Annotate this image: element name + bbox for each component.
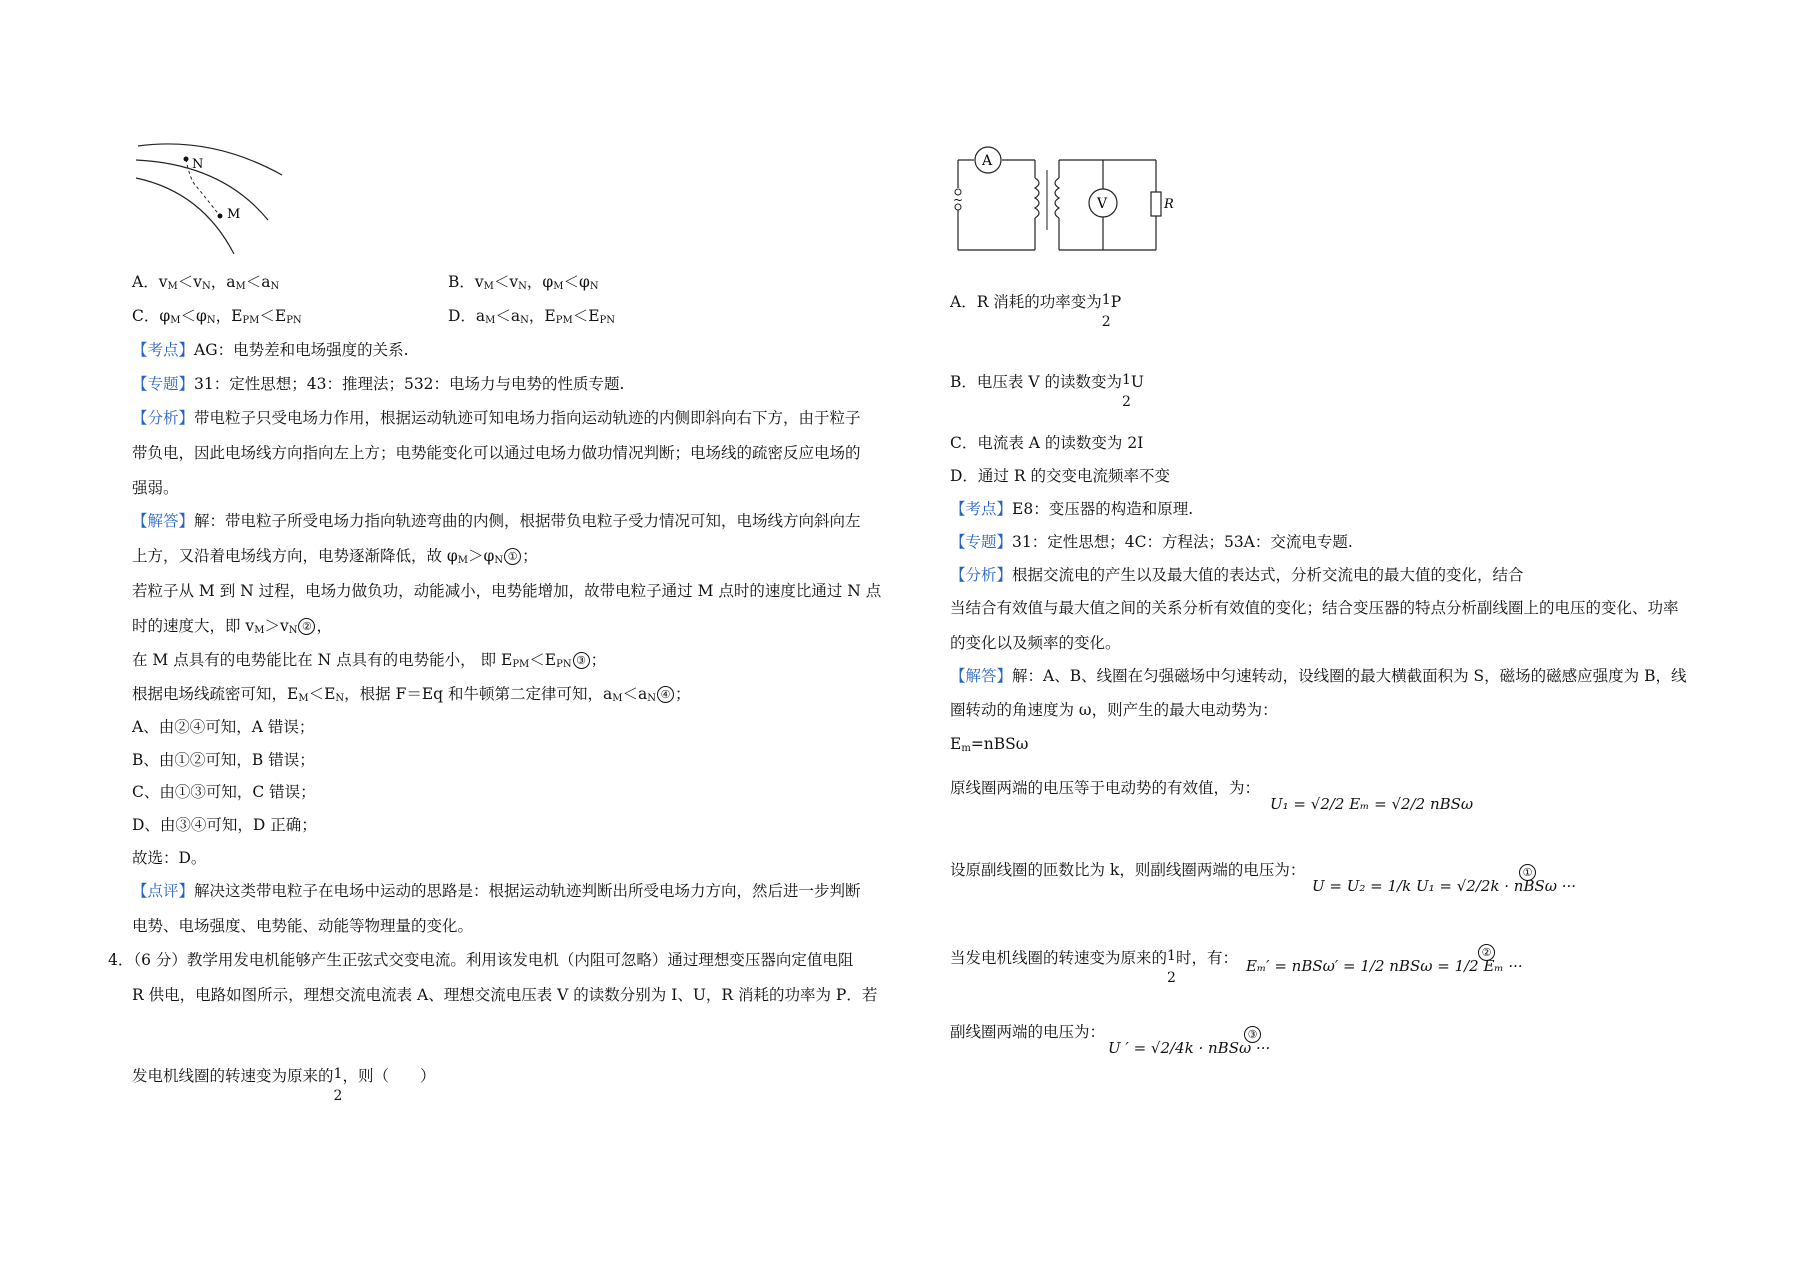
option-c: C．$\varphi_M<\varphi_N$，$E_{PM}<E_{PN}$ bbox=[132, 307, 302, 326]
jieda-line-9: C、由①③可知，C 错误； bbox=[132, 783, 316, 801]
voltmeter-label: V bbox=[1097, 196, 1108, 212]
jieda-tag: 【解答】 bbox=[132, 512, 195, 530]
option-d: D．$a_M<a_N$，$E_{PM}<E_{PN}$ bbox=[448, 307, 616, 326]
kaodian-line: 【考点】AG：电势差和电场强度的关系. bbox=[132, 341, 409, 359]
source-symbol: ~ bbox=[953, 193, 964, 207]
formula-u2-mark: ① bbox=[1518, 862, 1537, 882]
formula-u1: U₁ = √2/2 Eₘ = √2/2 nBSω bbox=[1270, 795, 1474, 813]
right-jieda-line-3: $E_m=nBS\omega$ bbox=[950, 735, 1029, 754]
right-kaodian-line: 【考点】E8：变压器的构造和原理. bbox=[950, 500, 1194, 518]
jieda-line-4: 时的速度大，即 $v_M>v_N$ ② ， bbox=[132, 617, 332, 636]
dianping-line-2: 电势、电场强度、电势能、动能等物理量的变化。 bbox=[132, 917, 474, 935]
right-jieda-line-7: 副线圈两端的电压为： bbox=[950, 1023, 1106, 1041]
right-option-a: A．R 消耗的功率变为 1 2 P bbox=[950, 292, 1122, 330]
ammeter-label: A bbox=[982, 153, 993, 169]
jieda-line-1: 【解答】解：带电粒子所受电场力指向轨迹弯曲的内侧，根据带负电粒子受力情况可知，电场线方向斜向左 bbox=[132, 512, 861, 530]
right-fenxi-line-2: 当结合有效值与最大值之间的关系分析有效值的变化；结合变压器的特点分析副线圈上的电压的变化、功率 bbox=[950, 599, 1679, 617]
jieda-line-8: B、由①②可知，B 错误； bbox=[132, 751, 315, 769]
jieda-line-3: 若粒子从 M 到 N 过程，电场力做负功，动能减小，电势能增加，故带电粒子通过 M 点时的速度比通过 N 点 bbox=[132, 582, 882, 600]
dianping-tag: 【点评】 bbox=[132, 882, 195, 900]
jieda-line-7: A、由②④可知，A 错误； bbox=[132, 718, 315, 736]
right-jieda-line-2: 圈转动的角速度为 ω，则产生的最大电动势为： bbox=[950, 701, 1278, 719]
zhuanti-tag: 【专题】 bbox=[132, 375, 195, 393]
right-fenxi-line-1: 【分析】根据交流电的产生以及最大值的表达式，分析交流电的最大值的变化，结合 bbox=[950, 566, 1524, 584]
right-jieda-line-1: 【解答】解：A、B、线圈在匀强磁场中匀速转动，设线圈的最大横截面积为 S，磁场的磁感应强度为 B，线 bbox=[950, 667, 1687, 685]
resistor-label: R bbox=[1164, 197, 1174, 212]
formula-u2: U = U₂ = 1/k U₁ = √2/2k · nBSω ··· bbox=[1312, 877, 1577, 895]
fraction-half: 1 2 bbox=[333, 1066, 343, 1104]
jieda-line-6: 根据电场线疏密可知，$E_M<E_N$，根据 F＝Eq 和牛顿第二定律可知，$a_M<a_N$ ④ ； bbox=[132, 685, 691, 704]
option-b: B．$v_M<v_N$，$\varphi_M<\varphi_N$ bbox=[448, 273, 599, 292]
formula-em-prime-mark: ② bbox=[1477, 942, 1496, 962]
right-jieda-line-4: 原线圈两端的电压等于电动势的有效值，为： bbox=[950, 779, 1261, 797]
jieda-line-11: 故选：D。 bbox=[132, 849, 207, 867]
right-option-d: D．通过 R 的交变电流频率不变 bbox=[950, 467, 1170, 485]
fenxi-tag: 【分析】 bbox=[132, 409, 195, 427]
q4-line-1: 4．（6 分）教学用发电机能够产生正弦式交变电流。利用该发电机（内阻可忽略）通过理想变压器向定值电阻 bbox=[108, 951, 854, 969]
fenxi-line-1: 【分析】带电粒子只受电场力作用，根据运动轨迹可知电场力指向运动轨迹的内侧即斜向右下方，由于粒子 bbox=[132, 409, 861, 427]
jieda-line-2: 上方，又沿着电场线方向，电势逐渐降低，故 $\varphi_M>\varphi_N$ ① ； bbox=[132, 547, 538, 566]
jieda-line-10: D、由③④可知，D 正确； bbox=[132, 816, 317, 834]
point-m-label: M bbox=[227, 207, 241, 222]
jieda-line-5: 在 M 点具有的电势能比在 N 点具有的电势能小， 即 $E_{PM}<E_{PN}$ ③ ； bbox=[132, 651, 607, 670]
formula-u-prime-mark: ③ bbox=[1243, 1024, 1262, 1044]
right-fenxi-line-3: 的变化以及频率的变化。 bbox=[950, 634, 1121, 652]
fenxi-line-3: 强弱。 bbox=[132, 479, 179, 497]
fenxi-line-2: 带负电，因此电场线方向指向左上方；电势能变化可以通过电场力做功情况判断；电场线的疏密反应电场的 bbox=[132, 444, 861, 462]
formula-u-prime: U ′ = √2/4k · nBSω ··· bbox=[1108, 1039, 1271, 1057]
circuit-diagram bbox=[950, 146, 1180, 256]
kaodian-tag: 【考点】 bbox=[132, 341, 195, 359]
right-option-c: C．电流表 A 的读数变为 2I bbox=[950, 434, 1144, 452]
q4-line-2: R 供电，电路如图所示，理想交流电流表 A、理想交流电压表 V 的读数分别为 I、U，R 消耗的功率为 P．若 bbox=[132, 986, 878, 1004]
right-option-b: B．电压表 V 的读数变为 1 2 U bbox=[950, 372, 1144, 410]
right-jieda-line-5: 设原副线圈的匝数比为 k，则副线圈两端的电压为： bbox=[950, 861, 1306, 879]
formula-em-prime: Eₘ′ = nBSω′ = 1/2 nBSω = 1/2 Eₘ ··· bbox=[1246, 957, 1523, 975]
field-lines-figure bbox=[132, 140, 292, 260]
right-zhuanti-line: 【专题】31：定性思想；4C：方程法；53A：交流电专题. bbox=[950, 533, 1353, 551]
option-a: A．$v_M<v_N$，$a_M<a_N$ bbox=[132, 273, 280, 292]
dianping-line-1: 【点评】解决这类带电粒子在电场中运动的思路是：根据运动轨迹判断出所受电场力方向，然后进一步判断 bbox=[132, 882, 861, 900]
point-n-label: N bbox=[192, 157, 204, 172]
right-jieda-line-6: 当发电机线圈的转速变为原来的 1 2 时，有： bbox=[950, 948, 1238, 986]
q4-line-3: 发电机线圈的转速变为原来的 1 2 ，则（ ） bbox=[132, 1066, 436, 1104]
zhuanti-line: 【专题】31：定性思想；43：推理法；532：电场力与电势的性质专题. bbox=[132, 375, 625, 393]
